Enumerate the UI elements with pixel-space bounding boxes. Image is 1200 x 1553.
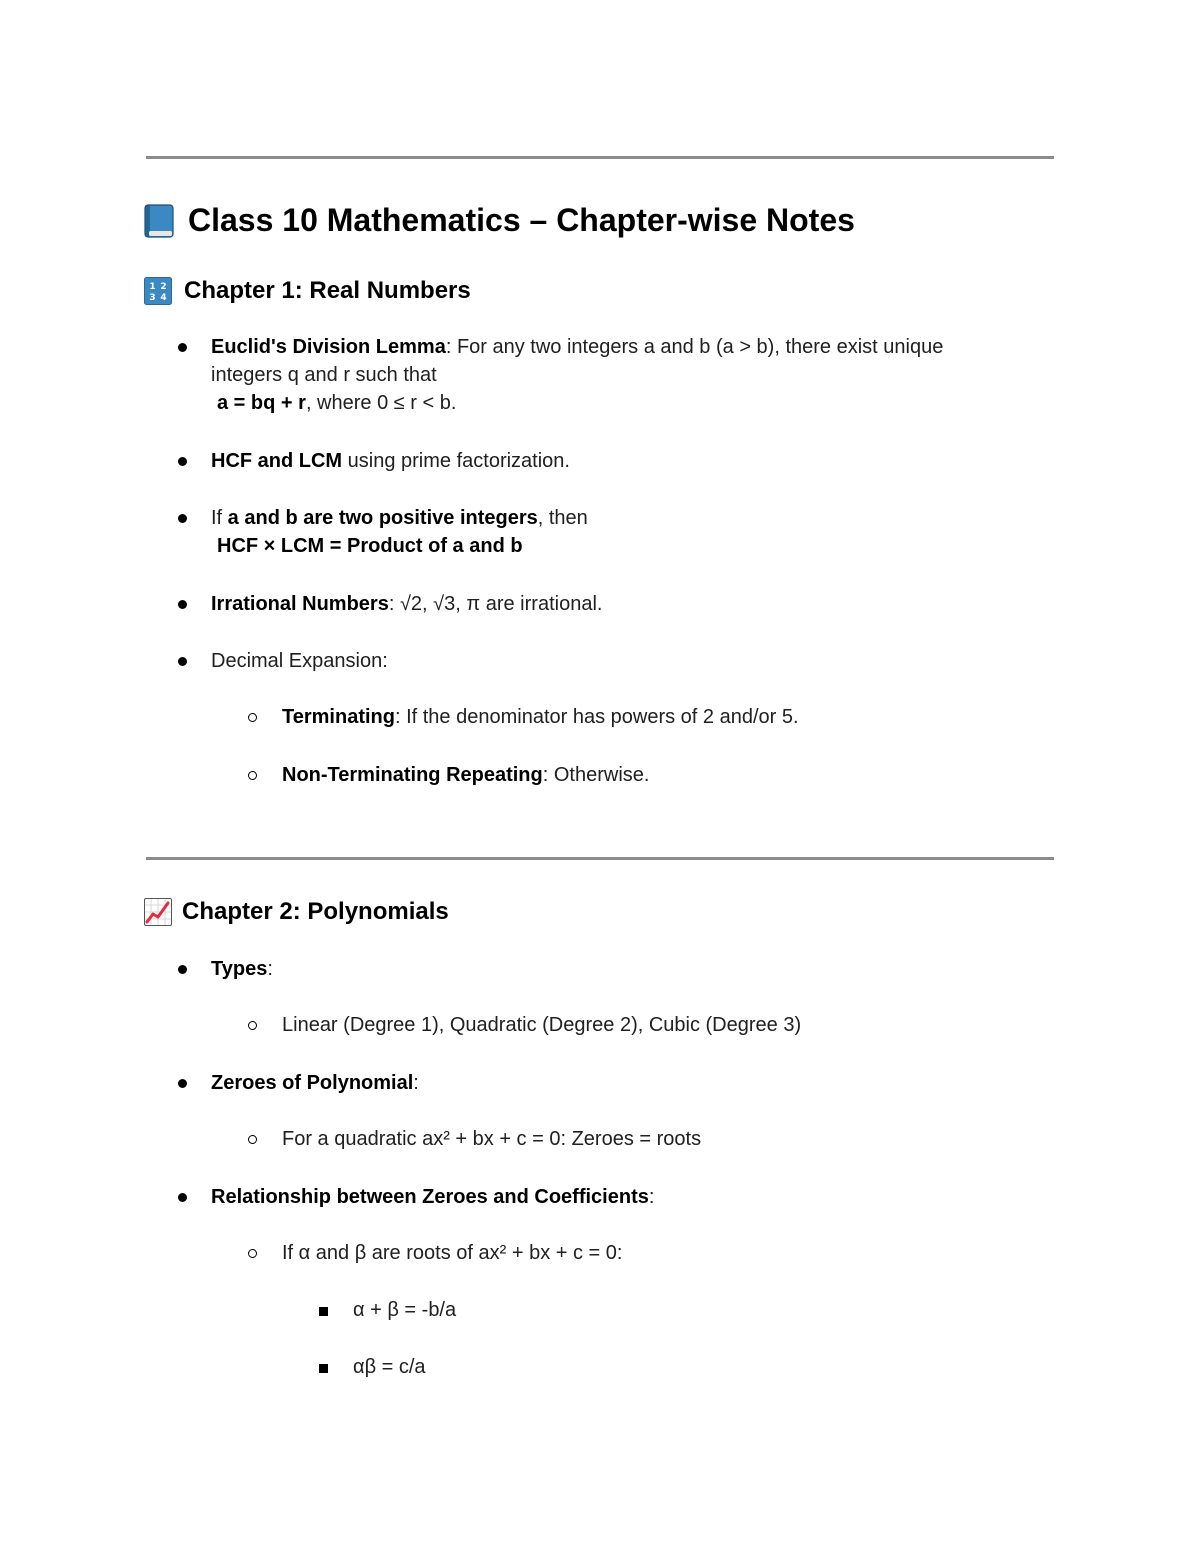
bullet-disc (178, 657, 187, 666)
relationship-colon: : (648, 1186, 655, 1208)
bullet-disc (178, 514, 187, 523)
euclid-term: Euclid's Division Lemma (211, 336, 446, 358)
non-terminating-term: Non-Terminating Repeating (282, 764, 543, 786)
types-list: Linear (Degree 1), Quadratic (Degree 2), Cubic (Degree 3) (282, 1014, 802, 1036)
irrational-line (211, 590, 602, 618)
product-text-post: , then (537, 507, 588, 529)
svg-text:4: 4 (160, 293, 167, 303)
zeroes-term: Zeroes of Polynomial (211, 1072, 414, 1094)
chart-increasing-icon (144, 898, 172, 926)
hcf-lcm-text: using prime factorization. (342, 450, 570, 472)
terminating-line (282, 703, 799, 731)
bullet-disc (178, 600, 187, 609)
bullet-disc (178, 1079, 187, 1088)
sum-of-roots: α + β = -b/a (353, 1299, 457, 1321)
page-title (144, 202, 855, 239)
bullet-square (319, 1307, 328, 1316)
relationship-line (211, 1183, 654, 1211)
types-line (211, 955, 273, 983)
types-term: Types (211, 958, 268, 980)
types-list-line (282, 1011, 801, 1039)
irrational-term: Irrational Numbers (211, 593, 389, 615)
non-terminating-text: : Otherwise. (542, 764, 650, 786)
chapter-1-heading-text: Chapter 1: Real Numbers (184, 277, 471, 304)
bullet-circle (248, 713, 257, 722)
irrational-text: : √2, √3, π are irrational. (388, 593, 603, 615)
zeroes-text: For a quadratic ax² + bx + c = 0: Zeroes = roots (282, 1128, 702, 1150)
relationship-text-line (282, 1239, 622, 1267)
sum-of-roots-line (353, 1296, 456, 1324)
euclid-text-2: integers q and r such that (211, 364, 437, 386)
bullet-circle (248, 1135, 257, 1144)
product-line-2 (217, 532, 523, 560)
top-divider (146, 156, 1054, 159)
euclid-text-3: , where 0 ≤ r < b. (305, 392, 457, 414)
product-formula: HCF × LCM = Product of a and b (217, 535, 523, 557)
types-colon: : (267, 958, 273, 980)
bullet-circle (248, 771, 257, 780)
relationship-term: Relationship between Zeroes and Coefficients (211, 1186, 649, 1208)
numbers-1234-icon (144, 277, 172, 305)
bullet-disc (178, 457, 187, 466)
hcf-lcm-line (211, 447, 570, 475)
zeroes-line (211, 1069, 419, 1097)
product-text-pre: If (211, 507, 228, 529)
decimal-line (211, 647, 388, 675)
terminating-term: Terminating (282, 706, 395, 728)
chapter-2-heading-text: Chapter 2: Polynomials (182, 898, 449, 925)
euclid-text-1: : For any two integers a and b (a > b), there exist unique (445, 336, 944, 358)
bullet-disc (178, 1193, 187, 1202)
svg-text:3: 3 (149, 293, 156, 303)
relationship-text: If α and β are roots of ax² + bx + c = 0: (282, 1242, 623, 1264)
non-terminating-line (282, 761, 649, 789)
euclid-line-3 (217, 389, 456, 417)
product-term: a and b are two positive integers (227, 507, 538, 529)
svg-text:1: 1 (149, 282, 156, 292)
product-of-roots: αβ = c/a (353, 1356, 426, 1378)
bullet-disc (178, 965, 187, 974)
terminating-text: : If the denominator has powers of 2 and/or 5. (394, 706, 799, 728)
bullet-square (319, 1364, 328, 1373)
bullet-circle (248, 1249, 257, 1258)
chapter-2-heading (144, 898, 449, 926)
zeroes-text-line (282, 1125, 701, 1153)
euclid-line-2 (211, 361, 437, 389)
euclid-formula: a = bq + r (217, 392, 306, 414)
euclid-line-1 (211, 333, 943, 361)
bullet-circle (248, 1021, 257, 1030)
chapter-1-heading (144, 277, 471, 305)
section-divider (146, 857, 1054, 860)
zeroes-colon: : (413, 1072, 419, 1094)
hcf-lcm-term: HCF and LCM (211, 450, 343, 472)
decimal-text: Decimal Expansion: (211, 650, 388, 672)
svg-text:2: 2 (160, 282, 167, 292)
blue-book-icon (144, 204, 174, 238)
product-line-1 (211, 504, 588, 532)
product-of-roots-line (353, 1353, 426, 1381)
page-title-text: Class 10 Mathematics – Chapter-wise Notes (188, 202, 855, 238)
bullet-disc (178, 343, 187, 352)
